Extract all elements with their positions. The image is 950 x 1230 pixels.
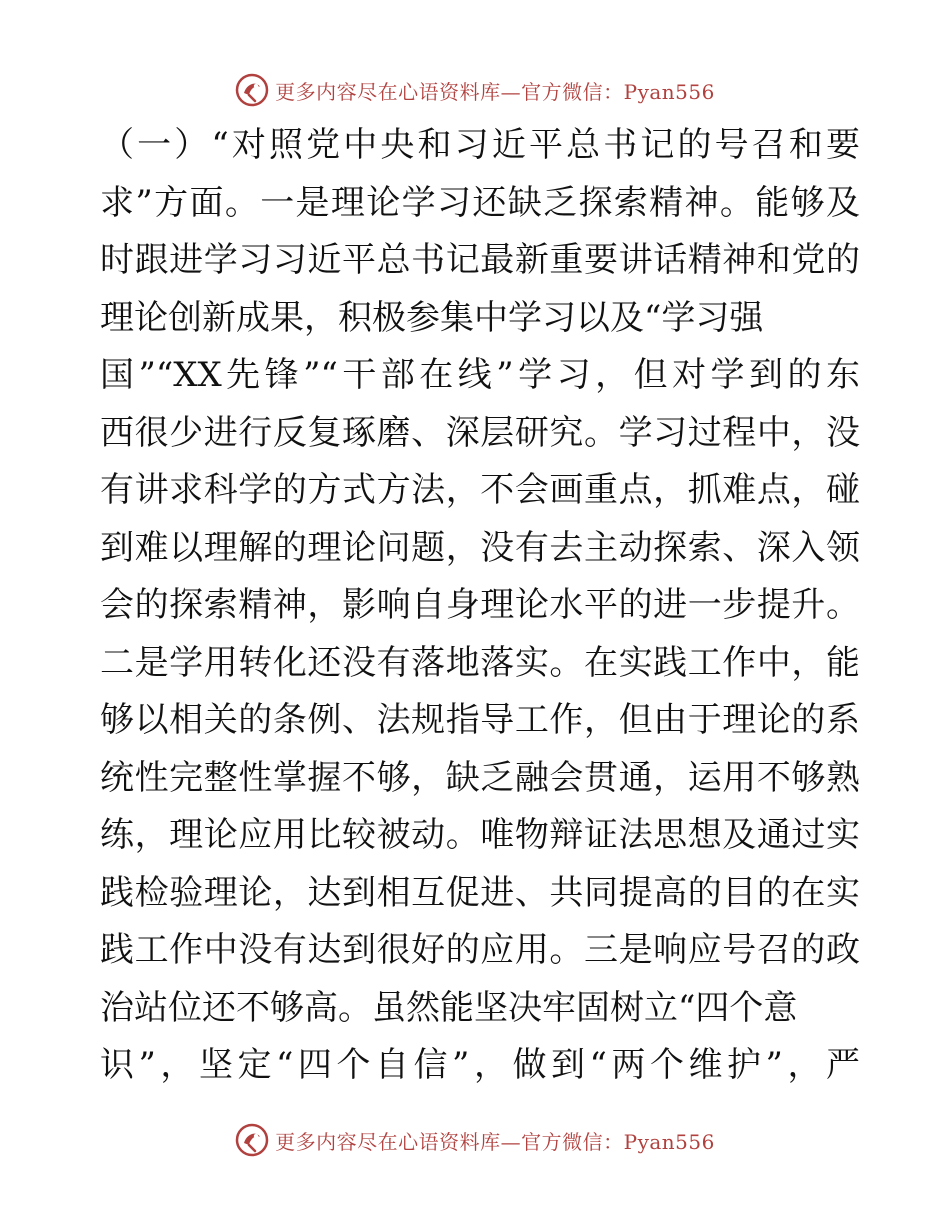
rose-seal-icon: [235, 73, 269, 107]
body-line: 练，理论应用比较被动。唯物辩证法思想及通过实: [100, 815, 860, 855]
body-line: 到难以理解的理论问题，没有去主动探索、深入领: [100, 527, 860, 568]
body-line: （一）“对照党中央和习近平总书记的号召和要: [100, 125, 860, 165]
header-banner: [0, 70, 950, 110]
rose-seal-icon: [235, 1123, 269, 1157]
body-line: 时跟进学习习近平总书记最新重要讲话精神和党的: [100, 240, 860, 280]
body-line: 会的探索精神，影响自身理论水平的进一步提升。: [100, 585, 860, 625]
body-line: 理论创新成果，积极参集中学习以及“学习强: [100, 297, 764, 338]
body-line: 西很少进行反复琢磨、深层研究。学习过程中，没: [100, 412, 860, 453]
body-line: 治站位还不够高。虽然能坚决牢固树立“四个意: [100, 987, 798, 1028]
body-line: 践工作中没有达到很好的应用。三是响应号召的政: [100, 930, 860, 970]
body-line: 践检验理论，达到相互促进、共同提高的目的在实: [100, 872, 860, 913]
body-line: 二是学用转化还没有落地落实。在实践工作中，能: [100, 642, 860, 683]
footer-banner-text: 更多内容尽在心语资料库—官方微信：Pyan556: [275, 1129, 715, 1154]
body-line: 求”方面。一是理论学习还缺乏探索精神。能够及: [100, 182, 860, 223]
body-line: 有讲求科学的方式方法，不会画重点，抓难点，碰: [100, 470, 860, 510]
body-line: 够以相关的条例、法规指导工作，但由于理论的系: [100, 700, 860, 740]
footer-banner: [0, 1120, 950, 1160]
body-line: 国”“XX先锋”“干部在线”学习，但对学到的东: [100, 355, 860, 395]
header-banner-text: 更多内容尽在心语资料库—官方微信：Pyan556: [275, 79, 715, 104]
body-line: 统性完整性掌握不够，缺乏融会贯通，运用不够熟: [100, 757, 860, 798]
body-line: 识”，坚定“四个自信”，做到“两个维护”，严: [100, 1045, 860, 1085]
document-body: [100, 117, 860, 1095]
